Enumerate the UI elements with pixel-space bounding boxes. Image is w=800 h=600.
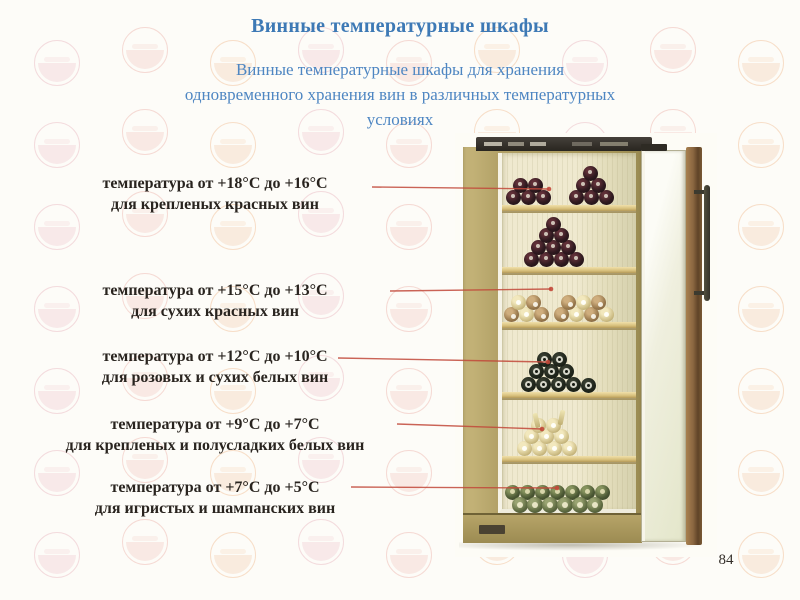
vent-grille [479, 525, 505, 534]
subtitle-line: одновременного хранения вин в различных температурных [184, 85, 616, 104]
wine-bottle [537, 352, 552, 367]
watermark-logo [34, 40, 80, 86]
wine-bottle [546, 217, 561, 232]
shelf [502, 322, 636, 330]
temperature-label-5 [15, 477, 415, 519]
temperature-label-2 [15, 280, 415, 322]
temperature-range: температура от +18°С до +16°С [102, 175, 328, 192]
temperature-label-1 [15, 173, 415, 215]
wine-bottle [528, 178, 543, 193]
shelf [502, 392, 636, 400]
shelf [502, 456, 636, 464]
wine-bottle [513, 178, 528, 193]
wine-bottle [551, 377, 566, 392]
wine-bottle [591, 295, 606, 310]
wine-bottle [587, 497, 603, 513]
wine-bottle [566, 377, 581, 392]
slide-title: Винные температурные шкафы [251, 15, 549, 37]
wine-bottle [542, 497, 558, 513]
watermark-logo [34, 532, 80, 578]
wine-type: для крепленых красных вин [111, 196, 319, 213]
wine-bottle [572, 497, 588, 513]
watermark-logo [738, 450, 784, 496]
cabinet-control-panel [476, 137, 652, 151]
watermark-logo [122, 519, 168, 565]
wine-bottle [576, 295, 591, 310]
wine-type: для сухих красных вин [131, 303, 299, 320]
slide-subtitle [100, 57, 700, 132]
watermark-logo [738, 368, 784, 414]
temperature-range: температура от +9°С до +7°С [110, 416, 320, 433]
wine-bottle [552, 352, 567, 367]
subtitle-line: условиях [366, 110, 434, 129]
wine-cabinet-photo [455, 133, 717, 557]
watermark-logo [738, 122, 784, 168]
wine-bottle [581, 378, 596, 393]
watermark-logo [738, 40, 784, 86]
wine-bottle [521, 377, 536, 392]
wine-bottle [511, 295, 526, 310]
watermark-logo [298, 519, 344, 565]
temperature-label-4 [15, 414, 415, 456]
door-hinge [641, 144, 667, 151]
wine-bottle [561, 295, 576, 310]
wine-type: для розовых и сухих белых вин [101, 369, 329, 386]
shelf [502, 267, 636, 275]
wine-bottle [526, 295, 541, 310]
watermark-logo [34, 122, 80, 168]
temperature-range: температура от +15°С до +13°С [102, 282, 328, 299]
wine-type: для игристых и шампанских вин [94, 500, 336, 517]
wine-bottle [536, 377, 551, 392]
cabinet-plinth [463, 513, 642, 543]
subtitle-line: Винные температурные шкафы для хранения [235, 60, 565, 79]
temperature-range: температура от +12°С до +10°С [102, 348, 328, 365]
temperature-label-3 [15, 346, 415, 388]
temperature-range: температура от +7°С до +5°С [110, 479, 320, 496]
watermark-logo [210, 532, 256, 578]
watermark-logo [738, 286, 784, 332]
cabinet-interior [498, 153, 636, 513]
wine-bottle [583, 166, 598, 181]
watermark-logo [386, 532, 432, 578]
wine-bottle [557, 497, 573, 513]
watermark-logo [738, 204, 784, 250]
page-number: 84 [718, 552, 734, 568]
wine-bottle [527, 497, 543, 513]
wine-bottle [512, 497, 528, 513]
wine-type: для крепленых и полусладких белых вин [65, 437, 365, 454]
door-wood-edge [686, 147, 702, 545]
glass-door [641, 150, 686, 542]
door-handle [704, 185, 710, 301]
shelf [502, 205, 636, 213]
